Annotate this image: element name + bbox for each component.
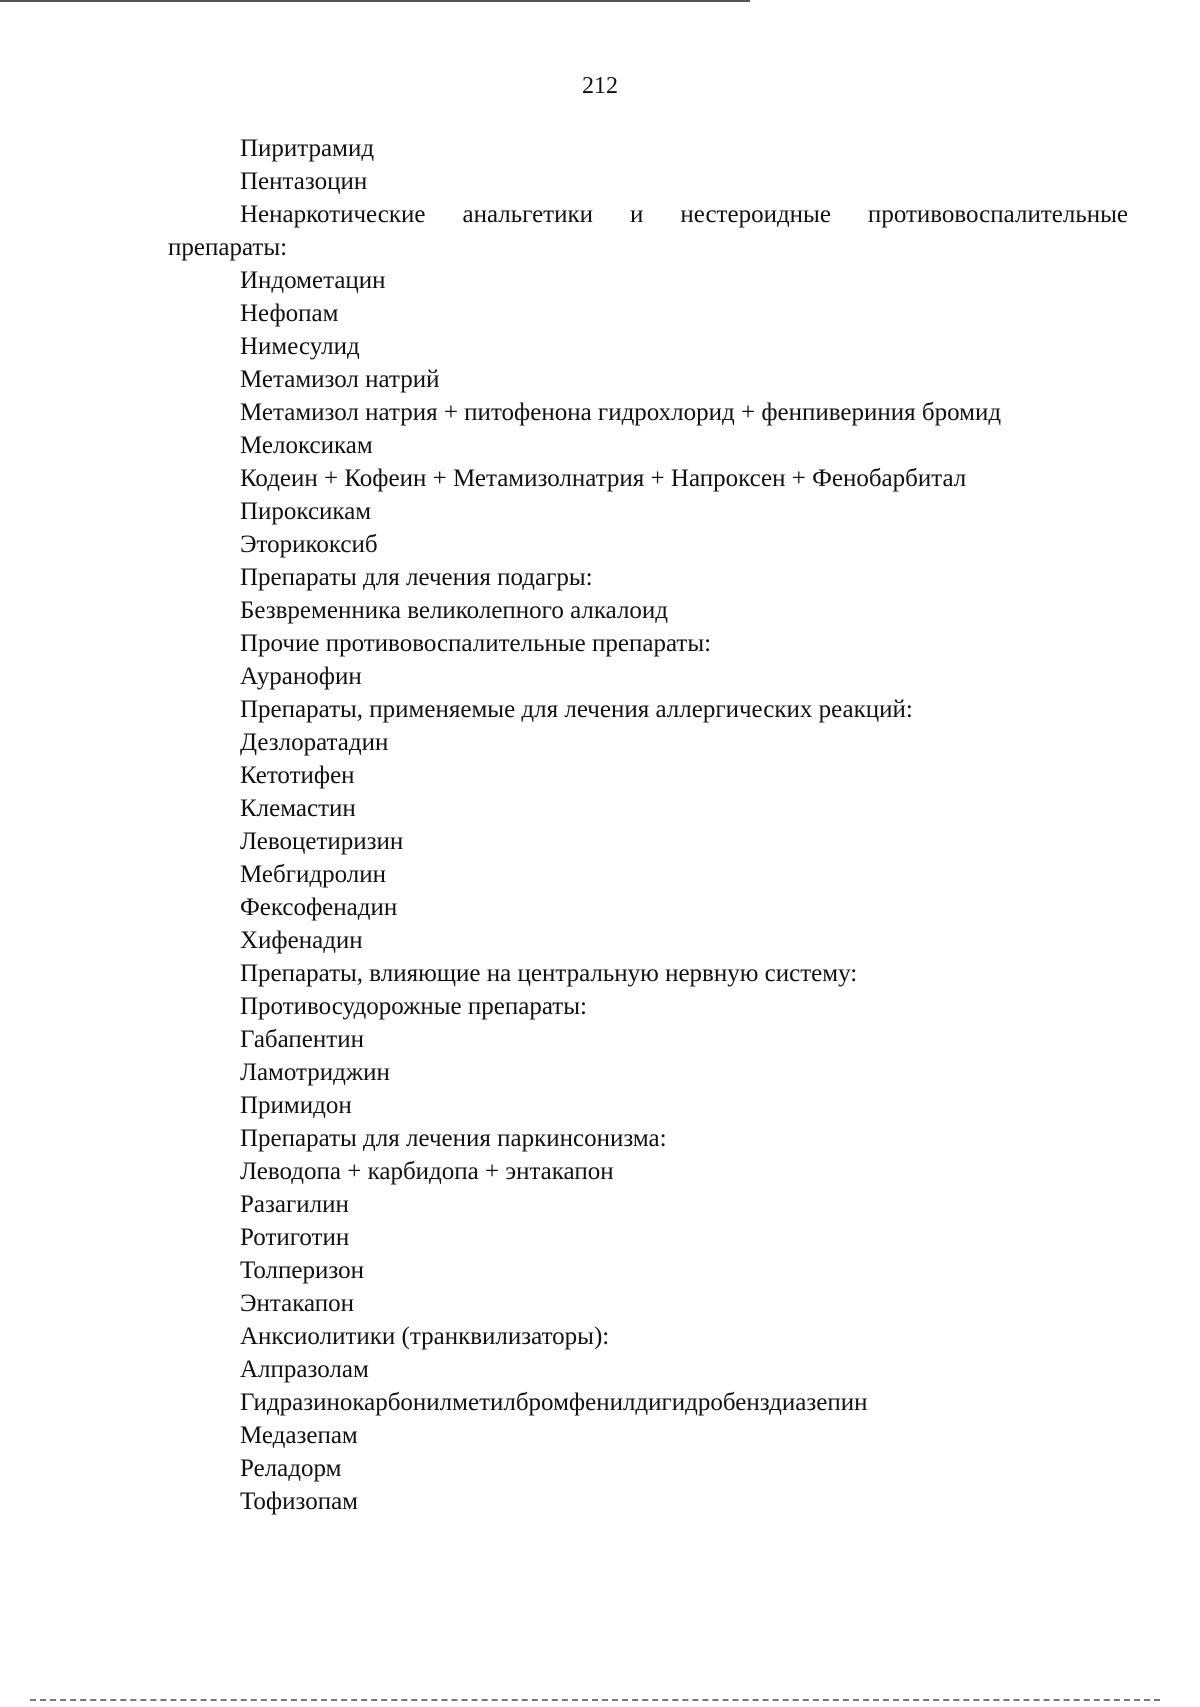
scan-edge-top [0,0,750,2]
list-item: Мебгидролин [240,861,386,888]
list-item: Реладорм [240,1455,342,1482]
scan-edge-bottom [30,1699,1160,1701]
list-item: Леводопа + карбидопа + энтакапон [240,1158,614,1185]
list-item: Гидразинокарбонилметилбромфенилдигидробенздиазепин [240,1389,868,1416]
section-heading: Прочие противовоспалительные препараты: [240,630,712,657]
list-item: Ауранофин [240,663,362,690]
section-heading: Препараты, применяемые для лечения аллергических реакций: [240,696,913,723]
section-heading-continued: препараты: [168,234,288,261]
list-item: Алпразолам [240,1356,369,1383]
section-heading: Препараты для лечения паркинсонизма: [240,1125,667,1152]
list-item: Пентазоцин [240,168,368,195]
list-item: Нимесулид [240,333,360,360]
list-item: Медазепам [240,1422,358,1449]
section-heading: Анксиолитики (транквилизаторы): [240,1323,610,1350]
list-item: Тофизопам [240,1488,358,1515]
list-item: Фексофенадин [240,894,398,921]
list-item: Левоцетиризин [240,828,404,855]
list-item: Кетотифен [240,762,355,789]
drug-list [168,132,1128,1518]
section-heading: Противосудорожные препараты: [240,993,587,1020]
list-item: Нефопам [240,300,339,327]
section-heading: Препараты для лечения подагры: [240,564,593,591]
list-item: Эторикоксиб [240,531,378,558]
list-item: Пироксикам [240,498,372,525]
list-item: Ротиготин [240,1224,350,1251]
list-item: Кодеин + Кофеин + Метамизолнатрия + Напроксен + Фенобарбитал [240,465,967,492]
list-item: Разагилин [240,1191,349,1218]
list-item: Ламотриджин [240,1059,390,1086]
list-item: Метамизол натрия + питофенона гидрохлорид + фенпивериния бромид [240,399,1002,426]
list-item: Мелоксикам [240,432,373,459]
list-item: Габапентин [240,1026,364,1053]
section-heading: Ненаркотические анальгетики и нестероидные противовоспалительные [240,201,1128,228]
page-number: 212 [582,73,618,99]
list-item: Пиритрамид [240,135,375,162]
list-item: Хифенадин [240,927,363,954]
list-item: Безвременника великолепного алкалоид [240,597,669,624]
list-item: Дезлоратадин [240,729,389,756]
list-item: Примидон [240,1092,352,1119]
list-item: Энтакапон [240,1290,355,1317]
list-item: Индометацин [240,267,386,294]
list-item: Клемастин [240,795,356,822]
section-heading: Препараты, влияющие на центральную нервную систему: [240,960,858,987]
list-item: Толперизон [240,1257,364,1284]
list-item: Метамизол натрий [240,366,440,393]
